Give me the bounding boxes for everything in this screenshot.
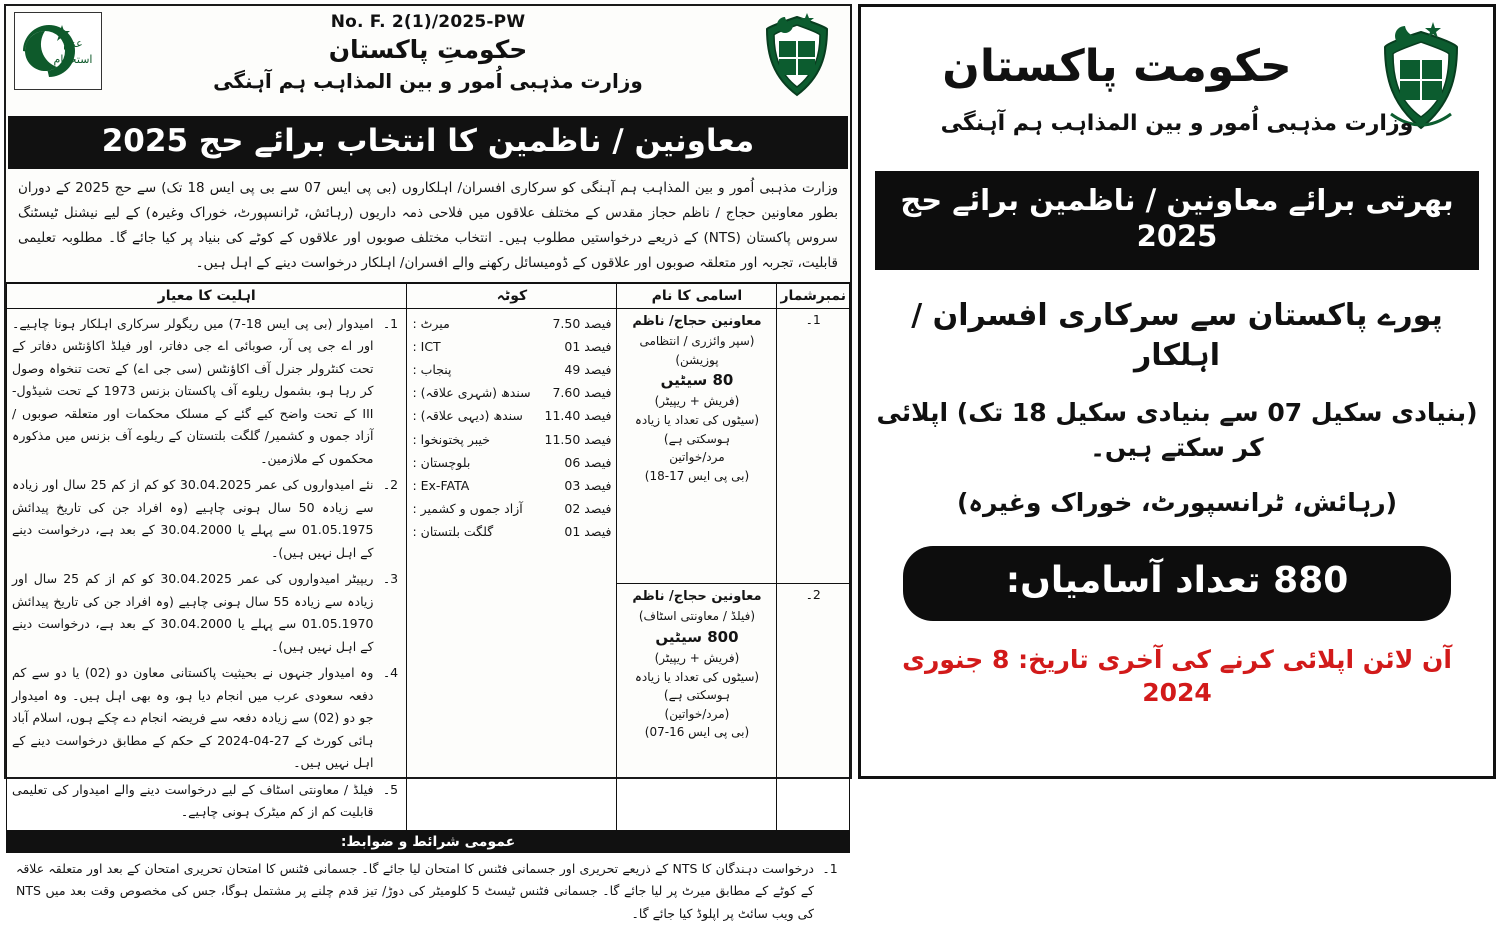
row1-post-scale: (بی پی ایس 17-18) xyxy=(644,468,750,483)
quota-item xyxy=(412,474,611,497)
quota-value: 49 فیصد xyxy=(564,362,612,378)
th-criteria: اہلیت کا معیار xyxy=(7,283,407,308)
criteria-number: 4۔ xyxy=(382,665,399,681)
criteria-number: 1۔ xyxy=(382,315,399,331)
ad-ministry-title: وزارت مذہبی اُمور و بین المذاہب ہم آہنگی xyxy=(213,69,643,93)
quota-item xyxy=(412,497,611,520)
criteria-cell xyxy=(7,308,407,830)
general-condition-item xyxy=(16,857,840,929)
criteria-text: فیلڈ / معاونتی اسٹاف کے لیے درخواست دینے والے امیدوار کی تعلیمی قابلیت کم از کم میٹرک ہونی چاہیے۔ xyxy=(12,781,374,820)
poster-eligibility-line-2: (بنیادی سکیل 07 سے بنیادی سکیل 18 تک) اپلائی کر سکتے ہیں۔ xyxy=(876,397,1478,462)
criteria-text: وہ امیدوار جنہوں نے بحیثیت پاکستانی معاون دو (02) یا دو سے کم دفعہ سعودی عرب میں انجام دیا ہو، وہ بھی اہل ہیں۔ وہ امیدوار جو دو (02) سے زیادہ دفعہ سے فریضہ انجام دے چکے ہوں، اسلام آباد ہائی کورٹ کے 27-04-2024 کے حکم کے مطابق درخواست دینے کے اہل نہیں ہیں۔ xyxy=(12,665,374,771)
row2-post-scale: (بی پی ایس 16-07) xyxy=(644,725,750,740)
ad-govt-title: حکومتِ پاکستان xyxy=(328,35,528,64)
quota-value: 01 فیصد xyxy=(564,524,612,539)
poster-ministry-title: وزارت مذہبی اُمور و بین المذاہب ہم آہنگی xyxy=(940,111,1414,136)
criteria-item xyxy=(12,661,401,778)
ad-reference-number: No. F. 2(1)/2025-PW xyxy=(330,12,526,32)
quota-value: 7.60 فیصد xyxy=(552,385,612,401)
quota-item xyxy=(412,451,611,474)
criteria-number: 2۔ xyxy=(382,477,399,493)
quota-label: سندھ (دیہی علاقہ) : xyxy=(412,408,523,424)
criteria-item xyxy=(12,473,401,567)
quota-value: 02 فیصد xyxy=(564,500,612,516)
row2-post-sub2: (فریش + ریپیٹر) xyxy=(654,651,740,666)
table-header-row xyxy=(7,283,850,308)
quota-item xyxy=(412,428,611,451)
poster-header xyxy=(875,17,1479,167)
quota-item xyxy=(412,335,611,358)
ad-main-banner: معاونین / ناظمین کا انتخاب برائے حج 2025 xyxy=(8,116,848,169)
quota-value: 03 فیصد xyxy=(564,477,612,493)
quota-item xyxy=(412,381,611,404)
svg-text:عزم: عزم xyxy=(63,37,83,50)
quota-label: گلگت بلتستان : xyxy=(412,524,494,539)
row1-post-sub2: (فریش + ریپیٹر) xyxy=(654,394,740,409)
criteria-text: نئے امیدواروں کی عمر 30.04.2025 کو کم از کم 25 سال اور زیادہ سے زیادہ 50 سال ہونی چاہیے (وہ افراد جن کی تاریخ پیدائش 01.05.1975 سے پہلے یا 30.04.2000 کے بعد ہے، درخواست دینے کے اہل نہیں ہیں)۔ xyxy=(12,477,374,560)
row1-post-title: معاونین حجاج/ ناظم xyxy=(632,313,762,329)
table-row xyxy=(7,308,850,583)
poster-duties-line: (رہائش، ٹرانسپورٹ، خوراک وغیرہ) xyxy=(956,487,1398,517)
quota-label: آزاد جموں و کشمیر : xyxy=(412,500,523,516)
row2-post-count: 800 سیٹیں xyxy=(655,627,739,646)
row2-post-sub4: (مرد/خواتین) xyxy=(664,706,730,721)
general-conditions-heading: عمومی شرائط و ضوابط: xyxy=(6,831,850,853)
th-post-name: اسامی کا نام xyxy=(617,283,777,308)
general-condition-number: 1۔ xyxy=(822,860,838,876)
quota-value: 11.40 فیصد xyxy=(544,408,612,424)
poster-deadline xyxy=(875,643,1479,711)
general-condition-text: درخواست دہندگان کا NTS کے ذریعے تحریری اور جسمانی فٹنس کا امتحان لیا جائے گا۔ جسمانی فٹنس کا امتحان تحریری امتحان کے بعد اور متعلقہ علاقہ کے کوٹے کے مطابق میرٹ پر لیا جائے گا۔ جسمانی فٹنس ٹیسٹ 5 کلومیٹر کی دوڑ/ تیز قدم چلنے پر مشتمل ہوگا، جس کی مخصوص وقت بعد میں NTS کی ویب سائٹ پر اپلوڈ کیا جائے گا۔ xyxy=(16,860,814,921)
criteria-item xyxy=(12,312,401,474)
row1-post-sub1: (سپر وائزری / انتظامی پوزیشن) xyxy=(639,334,755,367)
criteria-item xyxy=(12,567,401,661)
poster-eligibility-line-1: پورے پاکستان سے سرکاری افسران / اہلکار xyxy=(911,297,1443,373)
quota-item xyxy=(412,404,611,427)
row1-post-sub4: مرد/خواتین xyxy=(669,450,725,465)
row2-post-sub1: (فیلڈ / معاونتی اسٹاف) xyxy=(638,609,756,624)
quota-label: ICT : xyxy=(412,339,441,354)
quota-cell xyxy=(407,308,617,830)
quota-label: خیبر پختونخوا : xyxy=(412,431,491,447)
quota-label: پنجاب : xyxy=(412,362,452,378)
poster-govt-title: حکومت پاکستان xyxy=(942,41,1292,92)
advertisement-scan xyxy=(4,4,852,921)
poster-deadline-label: آن لائن اپلائی کرنے کی آخری تاریخ: xyxy=(1018,644,1452,674)
quota-value: 01 فیصد xyxy=(564,339,612,354)
ad-posts-table xyxy=(6,283,850,831)
pakistan-state-emblem-icon xyxy=(754,10,840,102)
criteria-number: 5۔ xyxy=(382,781,399,797)
ad-header xyxy=(6,6,850,114)
criteria-number: 3۔ xyxy=(382,571,399,587)
th-serial: نمبرشمار xyxy=(777,283,850,308)
criteria-item xyxy=(12,778,401,827)
quota-label: سندھ (شہری علاقہ) : xyxy=(412,385,531,401)
quota-item xyxy=(412,358,611,381)
quota-label: میرٹ : xyxy=(412,315,450,331)
row1-serial: 1۔ xyxy=(777,308,850,583)
general-conditions-body xyxy=(6,853,850,932)
row2-post-sub3: (سیٹوں کی تعداد یا زیادہ ہوسکتی ہے) xyxy=(634,669,760,703)
quota-item xyxy=(412,520,611,543)
th-quota: کوٹہ xyxy=(407,283,617,308)
row2-post xyxy=(617,584,777,831)
ad-intro-paragraph: وزارت مذہبی اُمور و بین المذاہب ہم آہنگی کو سرکاری افسران/ اہلکاروں (بی پی ایس 07 سے بی پی ایس 18 تک) سے حج 2025 کے دوران بطور معاونین حجاج / ناظم حجاز مقدس کے مختلف علاقوں میں فلاحی ذمہ داریوں (رہائش، ٹرانسپورٹ، خوراک وغیرہ) کے لیے نیشنل ٹیسٹنگ سروس پاکستان (NTS) کے ذریعے درخواستیں مطلوب ہیں۔ انتخاب مختلف صوبوں اور علاقوں کے کوٹے کی بنیاد پر کیا جائے گا۔ مطلوبہ تعلیمی قابلیت، تجربہ اور متعلقہ صوبوں اور علاقوں کے ڈومیسائل رکھنے والے افسران/ اہلکار درخواست دینے کے اہل ہیں۔ xyxy=(6,169,850,283)
criteria-text: ریپیٹر امیدواروں کی عمر 30.04.2025 کو کم از کم 25 سال اور زیادہ سے زیادہ 55 سال ہونی چاہیے (وہ افراد جن کی تاریخ پیدائش 01.05.1970 سے پہلے یا 30.04.2000 کے بعد ہے، درخواست دینے کے اہل نہیں ہیں)۔ xyxy=(12,571,374,654)
svg-text:استحکام: استحکام xyxy=(53,53,93,66)
poster-vacancies-label: تعداد آسامیاں: xyxy=(1005,559,1261,601)
criteria-list xyxy=(12,312,401,827)
row1-post-sub3: (سیٹوں کی تعداد یا زیادہ ہوسکتی ہے) xyxy=(634,413,760,446)
recruitment-poster xyxy=(858,4,1496,779)
row2-serial: 2۔ xyxy=(777,584,850,831)
poster-vacancies-box xyxy=(903,546,1451,621)
poster-vacancies-count: 880 xyxy=(1273,559,1349,601)
quota-label: Ex-FATA : xyxy=(412,477,470,493)
poster-deadline-date: 8 جنوری 2024 xyxy=(902,644,1212,708)
row1-post-count: 80 سیٹیں xyxy=(660,371,734,390)
row1-post xyxy=(617,308,777,583)
quota-label: بلوچستان : xyxy=(412,454,471,470)
quota-value: 06 فیصد xyxy=(564,454,612,470)
criteria-text: امیدوار (بی پی ایس 18-7) میں ریگولر سرکاری اہلکار ہونا چاہیے۔ اور اے جی پی آر، صوبائی اے جی دفاتر، اور فیلڈ اکاؤنٹس دفاتر کے تحت کنٹرولر جنرل آف اکاؤنٹس (سی جی اے) کے تحت تنخواہ وصول کر رہا ہو، بشمول ریلوے آف پاکستان بزنس 1973 کے تحت شیڈول-III کے تحت واضح کیے گئے کے مسلک محکمات اور متعلقہ صوبوں / آزاد جموں و کشمیر/ گلگت بلتستان کے ریلوے آف بزنس میں مذکورہ محکموں کے ملازمین۔ xyxy=(12,315,374,466)
quota-value: 7.50 فیصد xyxy=(552,315,612,331)
quota-item xyxy=(412,312,611,335)
poster-headline-banner: بھرتی برائے معاونین / ناظمین برائے حج 2025 xyxy=(875,171,1479,270)
quota-value: 11.50 فیصد xyxy=(544,431,612,447)
row2-post-title: معاونین حجاج/ ناظم xyxy=(632,589,762,605)
